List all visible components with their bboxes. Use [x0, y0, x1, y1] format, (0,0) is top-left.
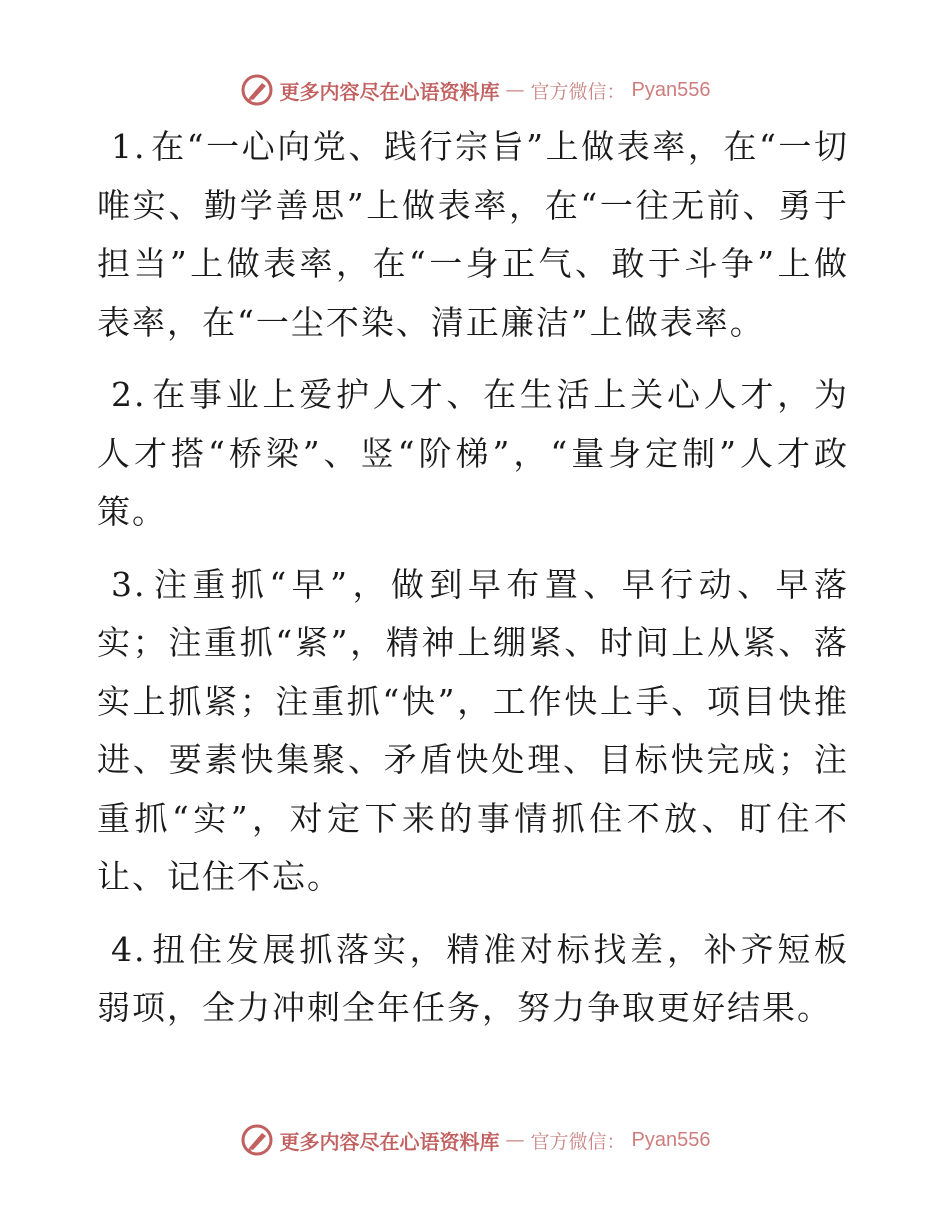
footer-watermark [0, 1118, 950, 1162]
paragraph-number: 2. [111, 375, 147, 414]
header-site-text: 更多内容尽在心语资料库 [279, 79, 500, 104]
header-wechat-id: Pyan556 [631, 78, 711, 101]
footer-site-text: 更多内容尽在心语资料库 [279, 1129, 500, 1154]
footer-separator: — [505, 1129, 525, 1151]
pen-logo-icon [240, 1123, 274, 1157]
paragraph-number: 4. [111, 929, 147, 969]
paragraph-text: 扭住发展抓落实，精准对标找差，补齐短板弱项，全力冲刺全年任务，努力争取更好结果。 [97, 929, 849, 1027]
header-wechat-label: 官方微信： [530, 80, 626, 103]
pen-logo-icon [240, 73, 274, 107]
header-separator: — [505, 79, 525, 101]
paragraph-text: 在事业上爱护人才、在生活上关心人才，为人才搭“桥梁”、竖“阶梯”，“量身定制”人才政策。 [97, 375, 849, 531]
paragraph-2 [97, 366, 849, 542]
paragraph-4 [97, 921, 849, 1038]
footer-wechat-label: 官方微信： [530, 1130, 626, 1153]
paragraph-number: 1. [111, 127, 147, 166]
paragraph-number: 3. [111, 564, 147, 604]
paragraph-text: 在“一心向党、践行宗旨”上做表率，在“一切唯实、勤学善思”上做表率，在“一往无前、勇于担当”上做表率，在“一身正气、敢于斗争”上做表率，在“一尘不染、清正廉洁”上做表率。 [97, 127, 849, 342]
paragraph-3 [97, 556, 849, 907]
paragraph-text: 注重抓“早”，做到早布置、早行动、早落实；注重抓“紧”，精神上绷紧、时间上从紧、落实上抓紧；注重抓“快”，工作快上手、项目快推进、要素快集聚、矛盾快处理、目标快完成；注重抓“实”，对定下来的事情抓住不放、盯住不让、记住不忘。 [97, 564, 849, 896]
footer-wechat-id: Pyan556 [631, 1128, 711, 1151]
paragraph-1 [97, 118, 849, 352]
document-body [97, 118, 849, 1052]
header-watermark [0, 68, 950, 112]
